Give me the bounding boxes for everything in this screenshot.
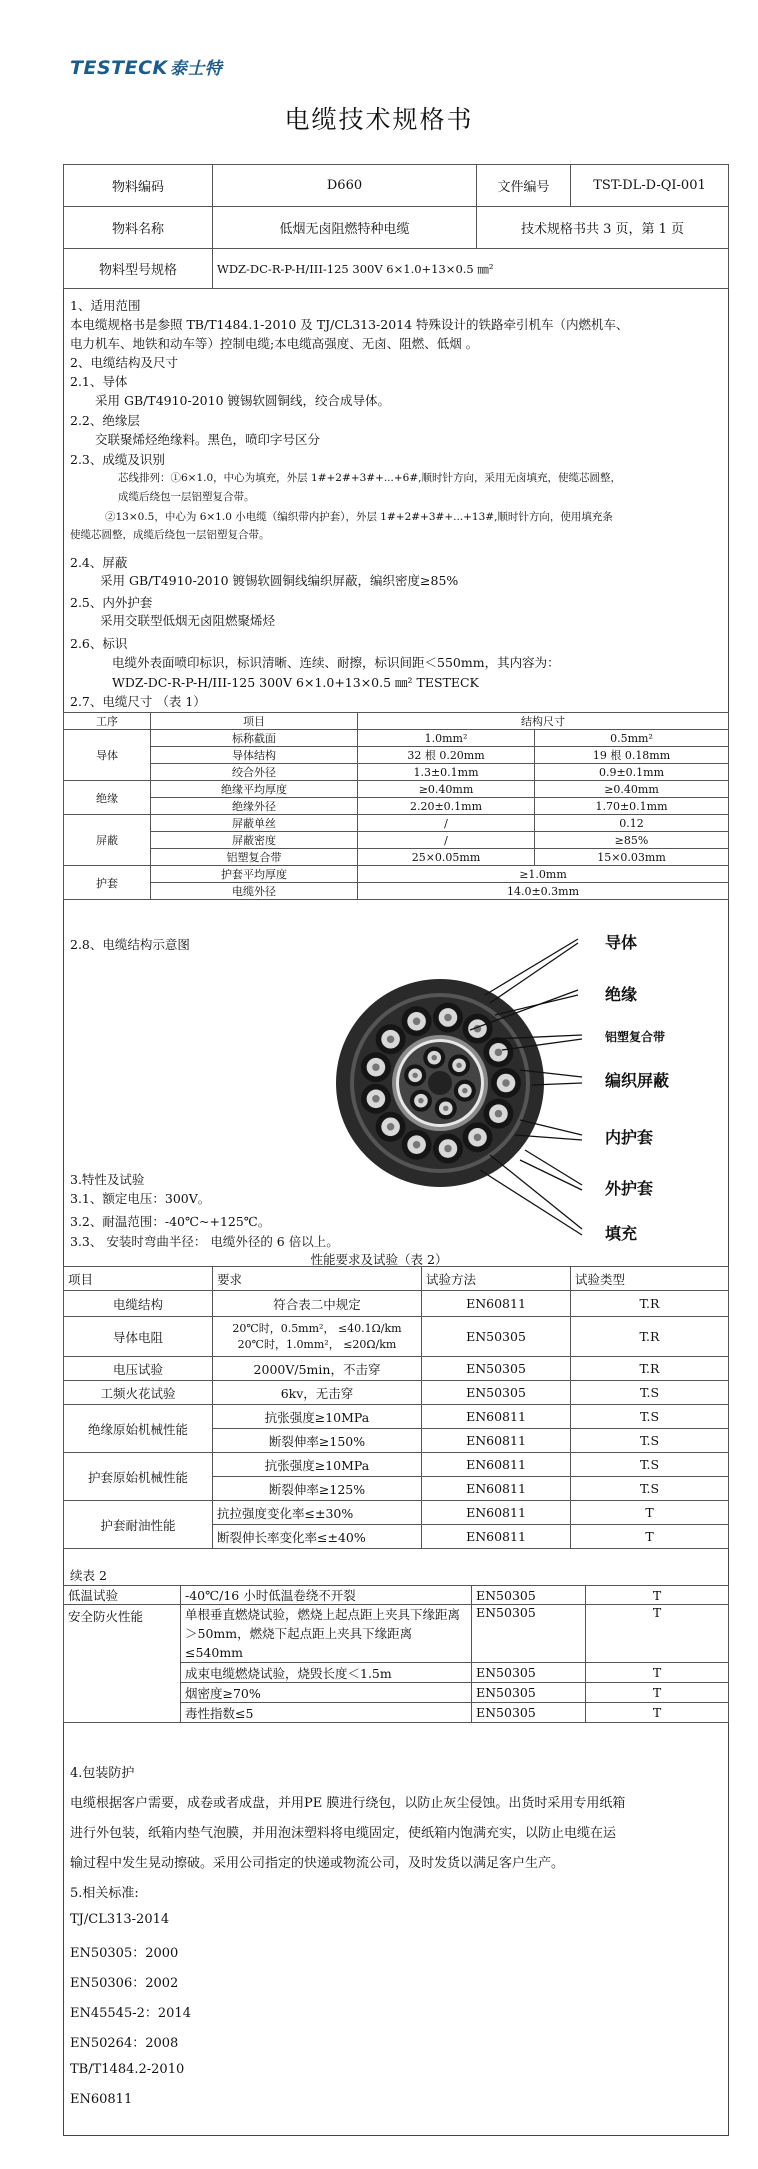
cable-core: [462, 1122, 492, 1152]
dim-group-name: 护套: [64, 866, 151, 900]
material-name-label: 物料名称: [64, 207, 213, 249]
label-conductor: 导体: [605, 933, 638, 952]
section-3-title: 3.特性及试验: [70, 1172, 145, 1187]
section-1-text-2: 电力机车、地铁和动车等）控制电缆;本电缆高强度、无卤、阻燃、低烟 。: [70, 336, 479, 351]
label-insulation: 绝缘: [605, 985, 638, 1004]
cont-requirement: 烟密度≥70%: [181, 1683, 472, 1703]
cont-type: T: [586, 1586, 729, 1605]
dim-cell: 2.20±0.1mm: [358, 798, 535, 815]
dim-cell: 绞合外径: [151, 764, 358, 781]
dimension-table: [63, 712, 729, 900]
perf-item: 护套耐油性能: [64, 1501, 213, 1549]
cont-type: T: [586, 1663, 729, 1683]
packaging-line: 进行外包装，纸箱内垫气泡膜，并用泡沫塑料将电缆固定，使纸箱内饱满充实，以防止电缆在运: [70, 1826, 617, 1841]
model-spec: WDZ-DC-R-P-H/III-125 300V 6×1.0+13×0.5 ㎜²: [213, 249, 729, 289]
dim-cell: 1.3±0.1mm: [358, 764, 535, 781]
cont-item: 安全防火性能: [64, 1605, 181, 1723]
perf-requirement: 抗张强度≥10MPa: [213, 1405, 422, 1429]
dim-group-name: 绝缘: [64, 781, 151, 815]
standard-item: EN45545-2：2014: [70, 2006, 191, 2021]
continued-table-caption: 续表 2: [70, 1568, 107, 1583]
perf-type: T: [571, 1501, 729, 1525]
cable-core: [448, 1054, 470, 1076]
perf-type: T.S: [571, 1429, 729, 1453]
cable-core: [402, 1130, 432, 1160]
cable-core: [376, 1112, 406, 1142]
continued-table: [63, 1585, 729, 1723]
dim-cell: 0.5mm²: [535, 730, 729, 747]
section-2-5-text: 采用交联型低烟无卤阻燃聚烯烃: [100, 613, 276, 628]
cont-method: EN50305: [472, 1663, 586, 1683]
section-2-title: 2、电缆结构及尺寸: [70, 355, 178, 370]
dim-group-name: 屏蔽: [64, 815, 151, 866]
perf-method: EN50305: [422, 1317, 571, 1357]
perf-requirement: 符合表二中规定: [213, 1291, 422, 1317]
dim-cell: 电缆外径: [151, 883, 358, 900]
cable-core: [433, 1134, 463, 1164]
cable-cross-section-diagram: [320, 935, 700, 1265]
perf-type: T.R: [571, 1291, 729, 1317]
dim-cell: 25×0.05mm: [358, 849, 535, 866]
section-2-5-title: 2.5、内外护套: [70, 595, 153, 610]
perf-type: T.R: [571, 1317, 729, 1357]
cable-core: [483, 1099, 513, 1129]
label-aluminum-foil: 铝塑复合带: [605, 1030, 666, 1044]
cont-item: 低温试验: [64, 1586, 181, 1605]
perf-method: EN60811: [422, 1477, 571, 1501]
section-2-3-line2: 成缆后绕包一层铝塑复合带。: [118, 491, 255, 503]
perf-type: T.R: [571, 1357, 729, 1381]
section-3-1: 3.1、额定电压：300V。: [70, 1191, 211, 1206]
perf-type: T.S: [571, 1405, 729, 1429]
perf-type: T: [571, 1525, 729, 1549]
section-2-3-line3: ②13×0.5，中心为 6×1.0 小电缆（编织带内护套），外层 1#+2#+3#+...+13#,顺时针方向，使用填充条: [105, 511, 613, 523]
cable-core: [462, 1014, 492, 1044]
dim-cell: /: [358, 815, 535, 832]
cont-method: EN50305: [472, 1703, 586, 1723]
material-name: 低烟无卤阻燃特种电缆: [213, 207, 477, 249]
label-braid-shield: 编织屏蔽: [605, 1071, 670, 1090]
perf-header: 要求: [213, 1267, 422, 1291]
perf-requirement: [213, 1317, 422, 1357]
dim-cell: ≥85%: [535, 832, 729, 849]
document-title: 电缆技术规格书: [284, 105, 474, 134]
logo-brand: TESTECK: [70, 57, 168, 79]
dim-cell: 0.9±0.1mm: [535, 764, 729, 781]
dim-cell: 绝缘外径: [151, 798, 358, 815]
section-2-3-line4: 使缆芯圆整，成缆后绕包一层铝塑复合带。: [70, 529, 270, 541]
standard-item: TB/T1484.2-2010: [70, 2062, 185, 2077]
cont-requirement: 毒性指数≤5: [181, 1703, 472, 1723]
perf-method: EN60811: [422, 1429, 571, 1453]
section-2-1-title: 2.1、导体: [70, 374, 128, 389]
cont-requirement: 成束电缆燃烧试验，烧毁长度＜1.5m: [181, 1663, 472, 1683]
perf-requirement: 抗张强度≥10MPa: [213, 1453, 422, 1477]
perf-item: 电压试验: [64, 1357, 213, 1381]
section-2-6-marking: WDZ-DC-R-P-H/III-125 300V 6×1.0+13×0.5 ㎜² TESTECK: [112, 675, 479, 690]
packaging-title: 4.包装防护: [70, 1766, 135, 1781]
section-2-7-title: 2.7、电缆尺寸 （表 1）: [70, 694, 206, 709]
dim-header-item: 项目: [151, 713, 358, 730]
dim-cell: 1.0mm²: [358, 730, 535, 747]
label-inner-sheath: 内护套: [605, 1128, 654, 1147]
file-no-label: 文件编号: [477, 165, 571, 207]
perf-requirement: 断裂伸率≥125%: [213, 1477, 422, 1501]
perf-requirement: 抗拉强度变化率≤±30%: [213, 1501, 422, 1525]
logo-cn: 泰士特: [169, 59, 223, 79]
label-filler: 填充: [605, 1224, 638, 1243]
cable-core: [491, 1068, 521, 1098]
section-2-2-text: 交联聚烯烃绝缘料。黑色，喷印字号区分: [95, 432, 321, 447]
perf-header: 项目: [64, 1267, 213, 1291]
dim-cell: 32 根 0.20mm: [358, 747, 535, 764]
dim-cell: 屏蔽单丝: [151, 815, 358, 832]
standard-item: EN50306：2002: [70, 1976, 179, 1991]
section-2-4-title: 2.4、屏蔽: [70, 555, 128, 570]
section-2-3-line1: 芯线排列：①6×1.0，中心为填充，外层 1#+2#+3#+...+6#,顺时针方向，采用无卤填充，使缆芯圆整，: [118, 472, 621, 484]
perf-header: 试验类型: [571, 1267, 729, 1291]
packaging-line: 输过程中发生晃动擦破。采用公司指定的快递或物流公司，及时发货以满足客户生产。: [70, 1856, 565, 1871]
material-code: D660: [213, 165, 477, 207]
performance-table: [63, 1266, 729, 1549]
perf-item: 导体电阻: [64, 1317, 213, 1357]
perf-method: EN60811: [422, 1405, 571, 1429]
section-1-text: 本电缆规格书是参照 TB/T1484.1-2010 及 TJ/CL313-2014 特殊设计的铁路牵引机车（内燃机车、: [70, 317, 629, 332]
perf-method: EN60811: [422, 1291, 571, 1317]
cont-method: EN50305: [472, 1605, 586, 1663]
perf-requirement: 2000V/5min，不击穿: [213, 1357, 422, 1381]
material-code-label: 物料编码: [64, 165, 213, 207]
center-filler: [428, 1071, 452, 1095]
perf-method: EN60811: [422, 1501, 571, 1525]
cable-core: [410, 1090, 432, 1112]
dim-group-name: 导体: [64, 730, 151, 781]
cont-type: T: [586, 1683, 729, 1703]
section-1-title: 1、适用范围: [70, 298, 141, 313]
file-no: TST-DL-D-QI-001: [571, 165, 729, 207]
cont-method: EN50305: [472, 1683, 586, 1703]
standard-item: EN50305：2000: [70, 1946, 179, 1961]
header-table: [63, 164, 729, 289]
perf-req-line: 20℃时，0.5mm²， ≤40.1Ω/km: [232, 1321, 402, 1335]
cable-core: [361, 1052, 391, 1082]
perf-method: EN60811: [422, 1525, 571, 1549]
dim-cell: 19 根 0.18mm: [535, 747, 729, 764]
dim-header-struct: 结构尺寸: [358, 713, 729, 730]
dim-cell: ≥0.40mm: [358, 781, 535, 798]
cable-core: [423, 1047, 445, 1069]
packaging-line: 电缆根据客户需要，成卷或者成盘，并用PE 膜进行绕包，以防止灰尘侵蚀。出货时采用专用纸箱: [70, 1796, 626, 1811]
cable-core: [483, 1037, 513, 1067]
perf-method: EN60811: [422, 1453, 571, 1477]
perf-req-line: 20℃时，1.0mm²， ≤20Ω/km: [237, 1337, 397, 1351]
perf-item: 电缆结构: [64, 1291, 213, 1317]
standard-item: EN50264：2008: [70, 2036, 179, 2051]
standard-item: TJ/CL313-2014: [70, 1912, 170, 1927]
cable-core: [361, 1084, 391, 1114]
cont-method: EN50305: [472, 1586, 586, 1605]
company-logo: [70, 54, 222, 79]
section-2-2-title: 2.2、绝缘层: [70, 413, 140, 428]
perf-item: 绝缘原始机械性能: [64, 1405, 213, 1453]
dim-cell: 0.12: [535, 815, 729, 832]
perf-type: T.S: [571, 1381, 729, 1405]
dim-cell: 14.0±0.3mm: [358, 883, 729, 900]
perf-type: T.S: [571, 1477, 729, 1501]
section-3-3: 3.3、 安装时弯曲半径： 电缆外径的 6 倍以上。: [70, 1234, 339, 1249]
perf-item: 工频火花试验: [64, 1381, 213, 1405]
dim-header-process: 工序: [64, 713, 151, 730]
perf-requirement: 断裂伸长率变化率≤±40%: [213, 1525, 422, 1549]
dim-cell: /: [358, 832, 535, 849]
section-2-6-title: 2.6、标识: [70, 636, 128, 651]
dim-cell: 15×0.03mm: [535, 849, 729, 866]
perf-requirement: 6kv，无击穿: [213, 1381, 422, 1405]
perf-method: EN50305: [422, 1381, 571, 1405]
cable-core: [404, 1064, 426, 1086]
table2-caption: 性能要求及试验（表 2）: [310, 1252, 448, 1267]
perf-header: 试验方法: [422, 1267, 571, 1291]
perf-requirement: 断裂伸率≥150%: [213, 1429, 422, 1453]
cable-core: [376, 1024, 406, 1054]
section-2-8-title: 2.8、电缆结构示意图: [70, 937, 190, 952]
dim-cell: 标称截面: [151, 730, 358, 747]
section-2-6-text: 电缆外表面喷印标识，标识清晰、连续、耐擦，标识间距＜550mm，其内容为：: [112, 655, 560, 670]
label-outer-sheath: 外护套: [605, 1179, 654, 1198]
cable-core: [435, 1097, 457, 1119]
cont-type: T: [586, 1703, 729, 1723]
perf-method: EN50305: [422, 1357, 571, 1381]
dim-cell: 导体结构: [151, 747, 358, 764]
section-2-1-text: 采用 GB/T4910-2010 镀锡软圆铜线，绞合成导体。: [95, 393, 391, 408]
dim-cell: ≥1.0mm: [358, 866, 729, 883]
cable-core: [454, 1080, 476, 1102]
dim-cell: 1.70±0.1mm: [535, 798, 729, 815]
standards-title: 5.相关标准:: [70, 1886, 139, 1901]
cont-requirement: -40℃/16 小时低温卷绕不开裂: [181, 1586, 472, 1605]
section-3-2: 3.2、耐温范围：-40℃~+125℃。: [70, 1214, 271, 1229]
cont-type: T: [586, 1605, 729, 1663]
cable-core: [433, 1002, 463, 1032]
standard-item: EN60811: [70, 2092, 133, 2107]
section-2-3-title: 2.3、成缆及识别: [70, 452, 165, 467]
model-label: 物料型号规格: [64, 249, 213, 289]
dim-cell: 绝缘平均厚度: [151, 781, 358, 798]
cont-requirement: 单根垂直燃烧试验，燃烧上起点距上夹具下缘距离＞50mm，燃烧下起点距上夹具下缘距离≤540mm: [181, 1605, 472, 1663]
dim-cell: ≥0.40mm: [535, 781, 729, 798]
section-2-4-text: 采用 GB/T4910-2010 镀锡软圆铜线编织屏蔽，编织密度≥85%: [100, 573, 459, 588]
dim-cell: 屏蔽密度: [151, 832, 358, 849]
perf-type: T.S: [571, 1453, 729, 1477]
dim-cell: 铝塑复合带: [151, 849, 358, 866]
dim-cell: 护套平均厚度: [151, 866, 358, 883]
cable-core: [402, 1006, 432, 1036]
page-count: 技术规格书共 3 页，第 1 页: [477, 207, 729, 249]
perf-item: 护套原始机械性能: [64, 1453, 213, 1501]
